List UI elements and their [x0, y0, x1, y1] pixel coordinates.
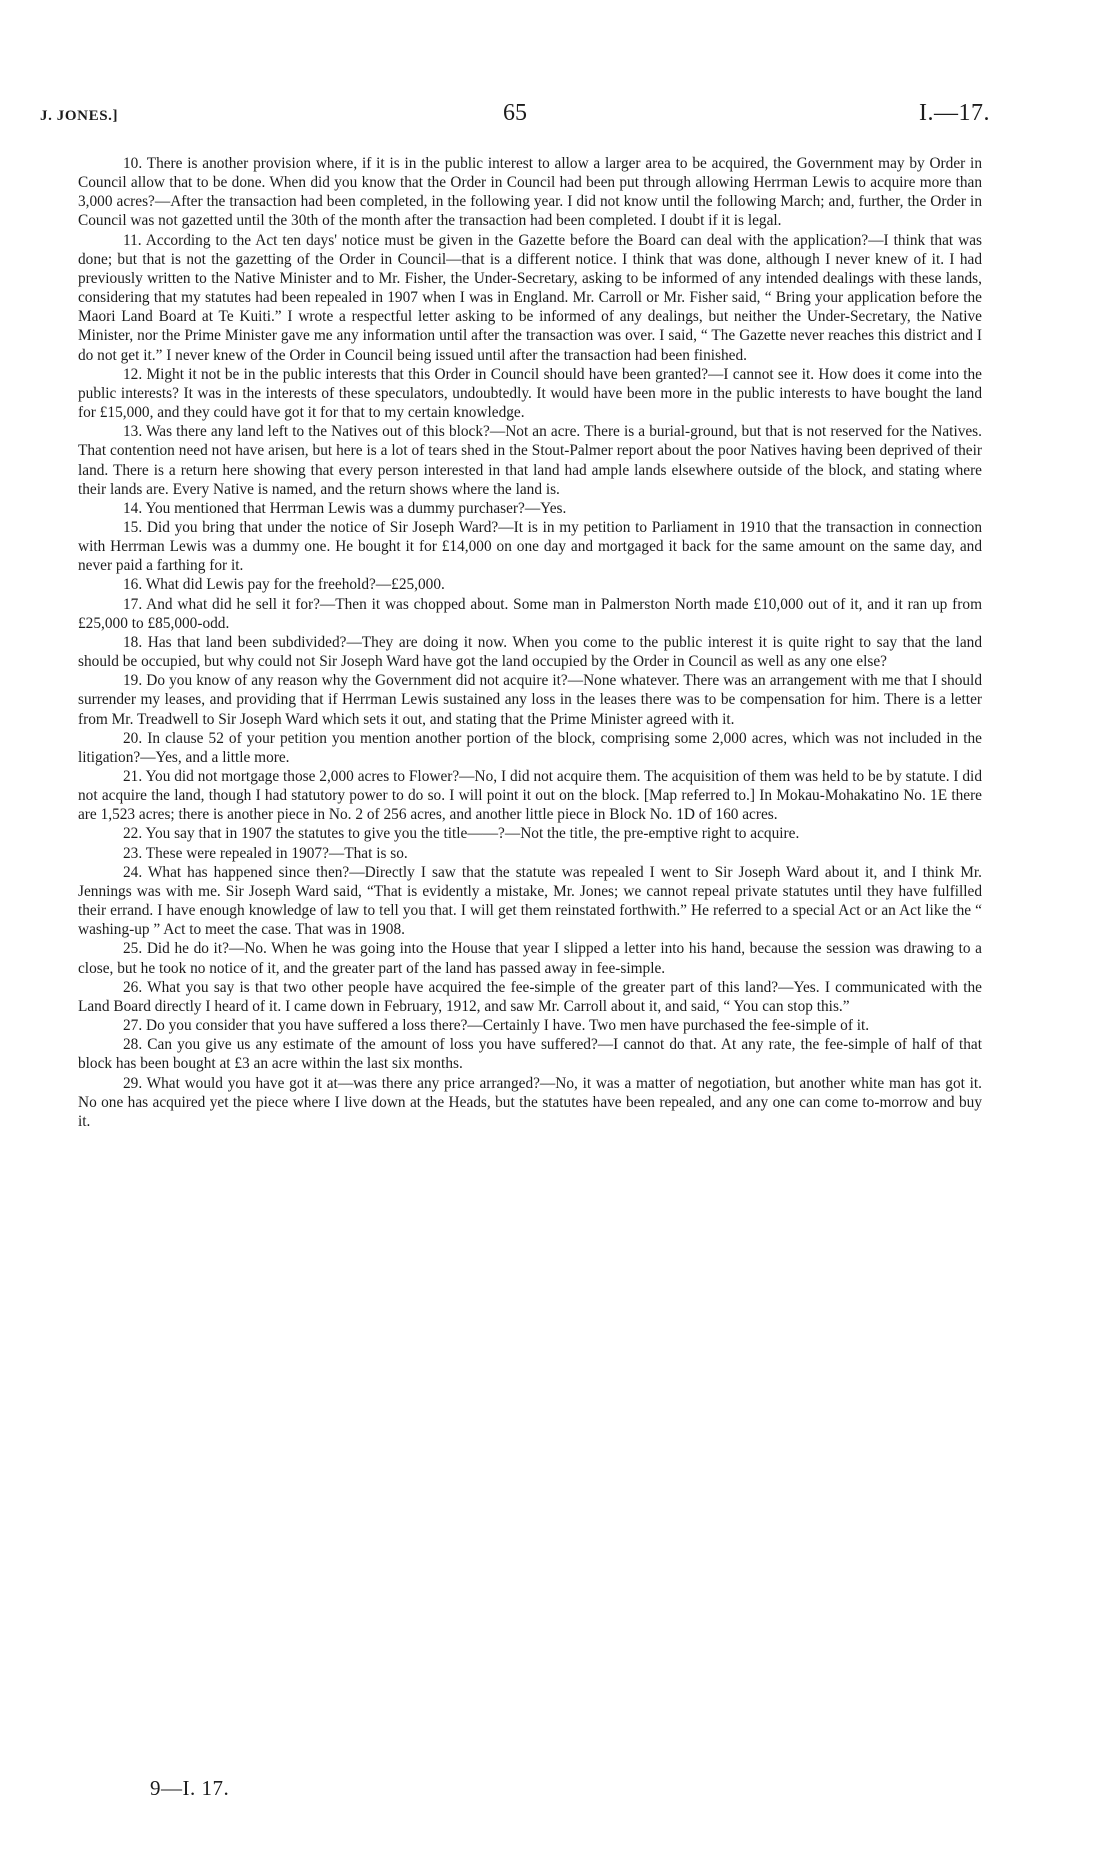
- question-10: 10. There is another provision where, if it is in the public interest to allow a larger area to be acquired, the Government may by Order in Council allow that to be done. When did you know that the Order in Council had been put through allowing Herrman Lewis to acquire more than 3,000 acres?—After the transaction had been completed, in the following year. I did not know until the following March; and, further, the Order in Council was not gazetted until the 30th of the month after the transaction had been completed. I doubt if it is legal.: [78, 155, 982, 230]
- sheet-signature: 9—I. 17.: [150, 1776, 230, 1800]
- question-29: 29. What would you have got it at—was there any price arranged?—No, it was a matter of negotiation, but another white man has got it. No one has acquired yet the piece where I live down at the Heads, but the statutes have been repealed, and any one can come to-morrow and buy it.: [78, 1074, 982, 1130]
- question-21: 21. You did not mortgage those 2,000 acres to Flower?—No, I did not acquire them. The acquisition of them was held to be by statute. I did not acquire the land, though I had statutory power to do so. I will point it out on the block. [Map referred to.] In Mokau-Mohakatino No. 1E there are 1,523 acres; there is another piece in No. 2 of 256 acres, and another little piece in Block No. 1D of 160 acres.: [78, 768, 982, 824]
- question-11: 11. According to the Act ten days' notice must be given in the Gazette before the Board can deal with the application?—I think that was done; but that is not the gazetting of the Order in Council—that is a different notice. I think that was done, although I never knew of it. I had previously written to the Native Minister and to Mr. Fisher, the Under-Secretary, asking to be informed of any intended dealings with these lands, considering that my statutes had been repealed in 1907 when I was in England. Mr. Carroll or Mr. Fisher said, “ Bring your application before the Maori Land Board at Te Kuiti.” I wrote a respectful letter asking to be informed of any dealings, but neither the Under-Secretary, the Native Minister, nor the Prime Minister gave me any information until after the transaction was over. I said, “ The Gazette never reaches this district and I do not get it.” I never knew of the Order in Council being issued until after the transaction had been finished.: [78, 231, 982, 364]
- question-15: 15. Did you bring that under the notice of Sir Joseph Ward?—It is in my petition to Parliament in 1910 that the transaction in connection with Herrman Lewis was a dummy one. He bought it for £14,000 on one day and mortgaged it back for the same amount on the same day, and never paid a farthing for it.: [78, 518, 982, 575]
- question-24: 24. What has happened since then?—Directly I saw that the statute was repealed I went to Sir Joseph Ward about it, and I think Mr. Jennings was with me. Sir Joseph Ward said, “That is evidently a mistake, Mr. Jones; we cannot repeal private statutes until they have fulfilled their errand. I have enough knowledge of law to tell you that. I will get them reinstated forthwith.” He referred to a special Act or an Act like the “ washing-up ” Act to meet the case. That was in 1908.: [78, 863, 982, 939]
- question-16: 16. What did Lewis pay for the freehold?—£25,000.: [123, 576, 445, 594]
- question-14: 14. You mentioned that Herrman Lewis was a dummy purchaser?—Yes.: [123, 499, 567, 517]
- witness-name: J. JONES.]: [40, 108, 119, 124]
- page-number: 65: [503, 100, 527, 126]
- question-25: 25. Did he do it?—No. When he was going into the House that year I slipped a letter into his hand, because the session was drawing to a close, but he took no notice of it, and the greater part of the land has passed away in fee-simple.: [78, 940, 982, 977]
- question-13: 13. Was there any land left to the Natives out of this block?—Not an acre. There is a burial-ground, but that is not reserved for the Natives. That contention need not have arisen, but here is a lot of tears shed in the Stout-Palmer report about the poor Natives having been deprived of their land. There is a return here showing that every person interested in that land had ample lands elsewhere outside of the block, and stating where their lands are. Every Native is named, and the return shows where the land is.: [78, 423, 982, 498]
- page-header: [40, 100, 990, 130]
- question-27: 27. Do you consider that you have suffered a loss there?—Certainly I have. Two men have purchased the fee-simple of it.: [123, 1017, 870, 1035]
- question-26: 26. What you say is that two other people have acquired the fee-simple of the greater part of this land?—Yes. I communicated with the Land Board directly I heard of it. I came down in February, 1912, and saw Mr. Carroll about it, and said, “ You can stop this.”: [78, 978, 982, 1015]
- question-28: 28. Can you give us any estimate of the amount of loss you have suffered?—I cannot do that. At any rate, the fee-simple of half of that block has been bought at £3 an acre within the last six months.: [78, 1036, 982, 1073]
- question-22: 22. You say that in 1907 the statutes to give you the title——?—Not the title, the pre-emptive right to acquire.: [123, 825, 800, 843]
- question-18: 18. Has that land been subdivided?—They are doing it now. When you come to the public interest it is quite right to say that the land should be occupied, but why could not Sir Joseph Ward have got the land occupied by the Order in Council as well as any one else?: [78, 633, 982, 671]
- question-17: 17. And what did he sell it for?—Then it was chopped about. Some man in Palmerston North made £10,000 out of it, and it ran up from £25,000 to £85,000-odd.: [78, 595, 982, 632]
- paper-reference: I.—17.: [919, 100, 990, 126]
- question-23: 23. These were repealed in 1907?—That is so.: [123, 844, 408, 862]
- question-20: 20. In clause 52 of your petition you mention another portion of the block, comprising some 2,000 acres, which was not included in the litigation?—Yes, and a little more.: [78, 729, 982, 766]
- evidence-text: [78, 154, 982, 1131]
- question-19: 19. Do you know of any reason why the Government did not acquire it?—None whatever. There was an arrangement with me that I should surrender my leases, and providing that if Herrman Lewis sustained any loss in the leases there was to be compensation for him. There is a letter from Mr. Treadwell to Sir Joseph Ward which sets it out, and stating that the Prime Minister agreed with it.: [78, 672, 982, 728]
- question-12: 12. Might it not be in the public interests that this Order in Council should have been granted?—I cannot see it. How does it come into the public interests? It was in the interests of these speculators, undoubtedly. It would have been more in the public interests to have bought the land for £15,000, and they could have got it for that to my certain knowledge.: [78, 365, 982, 422]
